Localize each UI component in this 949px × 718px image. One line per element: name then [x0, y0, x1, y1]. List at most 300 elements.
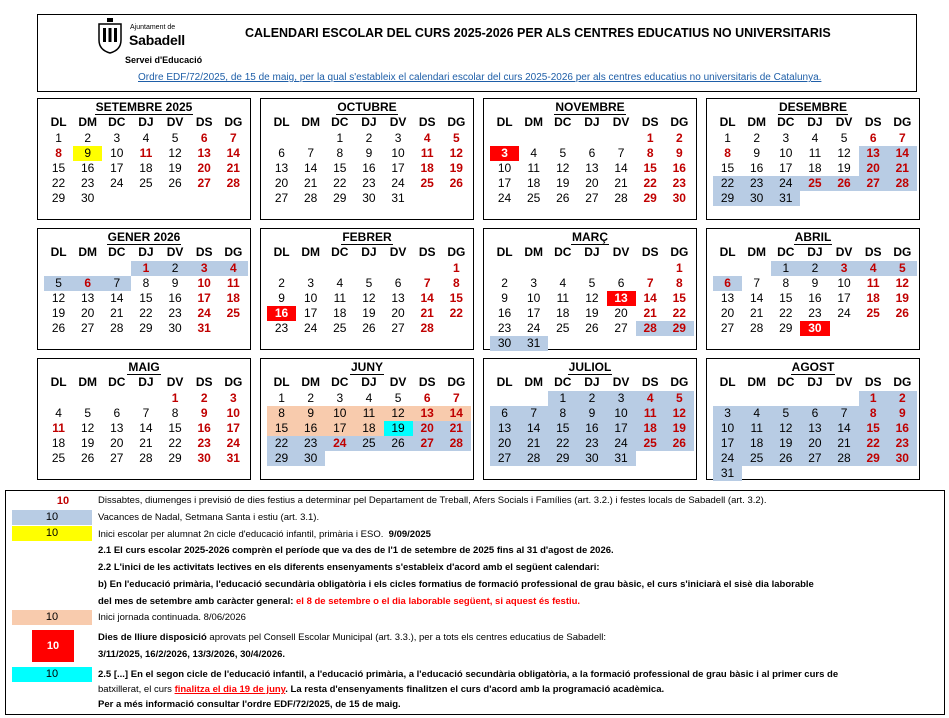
day-cell: 14: [110, 291, 124, 305]
week-row: [713, 391, 917, 406]
week-row: [713, 321, 917, 336]
day-cell: 5: [44, 276, 73, 291]
day-cell: 6: [869, 131, 877, 145]
day-cell: 18: [139, 161, 153, 175]
day-cell: 18: [333, 306, 347, 320]
week-row: [267, 436, 471, 451]
empty-cell: [131, 191, 160, 206]
day-cell: 5: [171, 131, 179, 145]
week-row: [44, 421, 248, 436]
weekday-header: [713, 375, 917, 390]
day-cell: 25: [51, 451, 66, 465]
day-cell: 10: [497, 161, 512, 175]
day-cell: 23: [672, 176, 686, 190]
empty-cell: [742, 261, 771, 276]
day-cell: 25: [866, 306, 880, 320]
day-cell: 26: [556, 191, 570, 205]
day-cell: 16: [197, 421, 211, 435]
day-cell: 30: [577, 451, 606, 466]
day-cell: 2: [84, 131, 92, 145]
week-row: [490, 276, 694, 291]
day-cell: 4: [142, 131, 150, 145]
day-cell: 17: [497, 176, 512, 190]
weekday-label: DM: [301, 115, 321, 129]
legend-free-text: Dies de lliure disposició aprovats pel Consell Escolar Municipal (art. 3.3.), per a tots els centres educatius de Sabadell:: [98, 632, 606, 643]
weekday-label: DG: [670, 115, 689, 129]
day-cell: 7: [452, 391, 460, 405]
empty-cell: [296, 131, 325, 146]
weekday-label: DG: [447, 245, 466, 259]
day-cell: 28: [614, 191, 628, 205]
weekday-label: DS: [864, 115, 882, 129]
week-row: [490, 291, 694, 306]
day-cell: 27: [800, 451, 829, 466]
ajuntament-label: Ajuntament de: [130, 24, 176, 31]
day-cell: 18: [226, 291, 240, 305]
legend-continued-sample: 10: [12, 610, 92, 625]
day-cell: 20: [274, 176, 289, 190]
empty-cell: [548, 336, 577, 351]
day-cell: 22: [333, 176, 347, 190]
day-cell: 9: [811, 276, 819, 290]
day-cell: 11: [808, 146, 822, 160]
day-cell: 10: [391, 146, 405, 160]
day-cell: 1: [771, 261, 800, 276]
day-cell: 13: [391, 291, 405, 305]
weekday-label: DM: [78, 375, 98, 389]
day-cell: 29: [713, 191, 742, 206]
week-row: [267, 146, 471, 161]
weekday-label: DG: [447, 375, 466, 389]
day-cell: 10: [607, 406, 636, 421]
day-cell: 15: [548, 421, 577, 436]
day-cell: 14: [830, 421, 859, 436]
day-cell: 19: [362, 306, 376, 320]
day-cell: 10: [226, 406, 240, 420]
weekday-label: DV: [612, 115, 630, 129]
month-4: [706, 98, 920, 220]
day-cell: 7: [423, 276, 431, 290]
ordre-link[interactable]: Ordre EDF/72/2025, de 15 de maig, per la qual s'estableix el calendari escolar del curs 2025-2026 per als centres educatius no universitaris de Catalunya.: [138, 72, 822, 83]
day-cell: 24: [226, 436, 240, 450]
day-cell: 1: [859, 391, 888, 406]
day-cell: 17: [607, 421, 636, 436]
week-row: [713, 406, 917, 421]
day-cell: 13: [859, 146, 888, 161]
weekday-label: DV: [166, 375, 184, 389]
week-row: [267, 421, 471, 436]
empty-cell: [636, 261, 665, 276]
week-row: [490, 261, 694, 276]
day-cell: 4: [530, 146, 538, 160]
day-cell: 27: [720, 321, 735, 335]
legend-primary-start-2: del mes de setembre amb caràcter general: el 8 de setembre o el dia laborable següent, si aquest és festiu.: [98, 596, 581, 607]
day-cell: 2: [675, 131, 683, 145]
day-cell: 7: [229, 131, 237, 145]
day-cell: 21: [614, 176, 628, 190]
empty-cell: [44, 391, 73, 406]
day-cell: 27: [110, 451, 124, 465]
day-cell: 7: [830, 406, 859, 421]
day-cell: 10: [527, 291, 541, 305]
day-cell: 9: [171, 276, 179, 290]
empty-cell: [490, 131, 519, 146]
week-row: [490, 406, 694, 421]
day-cell: 23: [362, 176, 376, 190]
day-cell: 8: [142, 276, 150, 290]
legend-start-text: Inici escolar per alumnat 2n cicle d'educació infantil, primària i ESO. 9/09/2025: [98, 529, 431, 540]
week-row: [713, 191, 917, 206]
day-cell: 29: [139, 321, 153, 335]
weekday-label: DL: [50, 115, 67, 129]
weekday-label: DJ: [138, 245, 154, 259]
empty-cell: [607, 261, 636, 276]
day-cell: 20: [413, 421, 442, 436]
weekday-label: DV: [389, 245, 407, 259]
day-cell: 20: [614, 306, 628, 320]
day-cell: 13: [197, 146, 211, 160]
day-cell: 26: [585, 321, 599, 335]
day-cell: 27: [413, 436, 442, 451]
day-cell: 23: [81, 176, 95, 190]
day-cell: 30: [800, 321, 829, 336]
day-cell: 24: [391, 176, 405, 190]
weekday-label: DM: [78, 245, 98, 259]
day-cell: 12: [449, 146, 463, 160]
legend-start-sample: 10: [12, 526, 92, 541]
day-cell: 2: [278, 276, 285, 290]
day-cell: 18: [51, 436, 66, 450]
day-cell: 21: [830, 436, 859, 451]
day-cell: 22: [51, 176, 66, 190]
empty-cell: [665, 451, 694, 466]
day-cell: 4: [219, 261, 248, 276]
day-cell: 31: [713, 466, 742, 481]
day-cell: 29: [51, 191, 66, 205]
day-cell: 10: [779, 146, 793, 160]
day-cell: 3: [830, 261, 859, 276]
weekday-label: DM: [747, 245, 767, 259]
day-cell: 12: [837, 146, 851, 160]
day-cell: 12: [895, 276, 909, 290]
day-cell: 15: [139, 291, 153, 305]
day-cell: 30: [81, 191, 95, 205]
day-cell: 14: [139, 421, 153, 435]
day-cell: 10: [713, 421, 742, 436]
day-cell: 8: [724, 146, 731, 160]
day-cell: 26: [830, 176, 859, 191]
empty-cell: [384, 451, 413, 466]
day-cell: 24: [607, 436, 636, 451]
weekday-label: DS: [195, 375, 213, 389]
week-row: [44, 306, 248, 321]
legend-end-text: 2.5 [...] En el segon cicle de l'educació infantil, a l'educació primària, a l'educació secundària obligatòria, a la formació professional de grau bàsic i al primer curs de: [98, 669, 839, 680]
day-cell: 1: [278, 391, 285, 405]
day-cell: 23: [274, 321, 289, 335]
weekday-label: DJ: [584, 245, 600, 259]
day-cell: 4: [55, 406, 62, 420]
day-cell: 31: [771, 191, 800, 206]
week-row: [267, 131, 471, 146]
day-cell: 26: [771, 451, 800, 466]
day-cell: 13: [81, 291, 95, 305]
week-row: [44, 191, 248, 206]
empty-cell: [888, 466, 917, 481]
day-cell: 14: [226, 146, 240, 160]
month-name: ABRIL: [794, 230, 832, 244]
day-cell: 15: [672, 291, 686, 305]
servei-label: Servei d'Educació: [125, 55, 203, 65]
day-cell: 8: [675, 276, 683, 290]
day-cell: 25: [354, 436, 383, 451]
day-cell: 11: [866, 276, 880, 290]
weekday-label: DV: [835, 245, 853, 259]
legend-vacation-sample: 10: [12, 510, 92, 525]
weekday-label: DM: [524, 115, 544, 129]
day-cell: 5: [84, 406, 92, 420]
day-cell: 16: [750, 161, 764, 175]
week-row: [267, 161, 471, 176]
day-cell: 23: [197, 436, 211, 450]
day-cell: 24: [325, 436, 354, 451]
day-cell: 28: [226, 176, 240, 190]
day-cell: 5: [888, 261, 917, 276]
week-row: [713, 466, 917, 481]
day-cell: 17: [304, 306, 318, 320]
day-cell: 30: [490, 336, 519, 351]
day-cell: 29: [267, 451, 296, 466]
day-cell: 22: [267, 436, 296, 451]
day-cell: 4: [742, 406, 771, 421]
header: [37, 14, 917, 92]
day-cell: 19: [384, 421, 413, 436]
weekday-label: DV: [835, 375, 853, 389]
week-row: [267, 291, 471, 306]
week-row: [490, 336, 694, 351]
month-9: [37, 358, 251, 480]
day-cell: 19: [168, 161, 182, 175]
day-cell: 12: [384, 406, 413, 421]
day-cell: 12: [556, 161, 570, 175]
empty-cell: [490, 391, 519, 406]
weekday-label: DC: [777, 115, 795, 129]
week-row: [267, 406, 471, 421]
day-cell: 26: [384, 436, 413, 451]
week-row: [267, 321, 471, 336]
day-cell: 28: [636, 321, 665, 336]
day-cell: 14: [519, 421, 548, 436]
day-cell: 26: [168, 176, 182, 190]
day-cell: 4: [559, 276, 567, 290]
week-row: [44, 436, 248, 451]
day-cell: 29: [779, 321, 793, 335]
day-cell: 30: [672, 191, 686, 205]
day-cell: 30: [742, 191, 771, 206]
empty-cell: [771, 391, 800, 406]
day-cell: 13: [490, 421, 519, 436]
day-cell: 9: [753, 146, 761, 160]
day-cell: 4: [423, 131, 431, 145]
day-cell: 1: [724, 131, 731, 145]
empty-cell: [519, 131, 548, 146]
day-cell: 22: [139, 306, 153, 320]
day-cell: 2: [365, 131, 373, 145]
month-12: [706, 358, 920, 480]
weekday-header: [713, 115, 917, 130]
day-cell: 11: [556, 291, 570, 305]
legend-continued-text: Inici jornada continuada. 8/06/2026: [98, 612, 246, 623]
day-cell: 24: [713, 451, 742, 466]
weekday-header: [490, 375, 694, 390]
day-cell: 8: [171, 406, 179, 420]
day-cell: 14: [888, 146, 917, 161]
weekday-label: DJ: [138, 375, 154, 389]
day-cell: 16: [497, 306, 512, 320]
empty-cell: [190, 191, 219, 206]
day-cell: 21: [110, 306, 124, 320]
weekday-label: DS: [864, 245, 882, 259]
day-cell: 27: [614, 321, 628, 335]
empty-cell: [607, 336, 636, 351]
day-cell: 27: [585, 191, 599, 205]
day-cell: 11: [420, 146, 434, 160]
week-row: [267, 261, 471, 276]
day-cell: 15: [779, 291, 793, 305]
empty-cell: [102, 391, 131, 406]
weekday-header: [713, 245, 917, 260]
weekday-label: DV: [835, 115, 853, 129]
day-cell: 22: [859, 436, 888, 451]
empty-cell: [219, 321, 248, 336]
day-cell: 12: [665, 406, 694, 421]
weekday-header: [44, 245, 248, 260]
day-cell: 31: [226, 451, 240, 465]
day-cell: 9: [73, 146, 102, 161]
sabadell-shield-icon: [96, 18, 124, 54]
day-cell: 17: [226, 421, 240, 435]
day-cell: 3: [336, 391, 344, 405]
weekday-label: DC: [331, 245, 349, 259]
day-cell: 6: [200, 131, 208, 145]
week-row: [490, 391, 694, 406]
weekday-label: DG: [670, 245, 689, 259]
day-cell: 15: [168, 421, 182, 435]
day-cell: 15: [859, 421, 888, 436]
day-cell: 11: [139, 146, 153, 160]
day-cell: 11: [333, 291, 347, 305]
empty-cell: [325, 261, 354, 276]
day-cell: 2: [577, 391, 606, 406]
day-cell: 3: [782, 131, 790, 145]
day-cell: 26: [449, 176, 463, 190]
weekday-label: DL: [273, 115, 290, 129]
month-8: [706, 228, 920, 350]
day-cell: 6: [73, 276, 102, 291]
weekday-label: DG: [447, 115, 466, 129]
day-cell: 9: [501, 291, 508, 305]
week-row: [267, 276, 471, 291]
weekday-label: DC: [331, 115, 349, 129]
city-name: Sabadell: [129, 32, 185, 48]
day-cell: 5: [559, 146, 567, 160]
day-cell: 19: [51, 306, 66, 320]
weekday-label: DV: [612, 375, 630, 389]
day-cell: 3: [190, 261, 219, 276]
weekday-label: DC: [777, 245, 795, 259]
day-cell: 15: [449, 291, 463, 305]
weekday-label: DL: [496, 245, 513, 259]
weekday-label: DS: [864, 375, 882, 389]
day-cell: 30: [362, 191, 376, 205]
empty-cell: [859, 191, 888, 206]
day-cell: 23: [497, 321, 512, 335]
day-cell: 25: [420, 176, 434, 190]
day-cell: 13: [110, 421, 124, 435]
day-cell: 1: [131, 261, 160, 276]
day-cell: 8: [55, 146, 62, 160]
week-row: [267, 191, 471, 206]
weekday-label: DM: [78, 115, 98, 129]
day-cell: 12: [51, 291, 66, 305]
day-cell: 5: [365, 276, 373, 290]
day-cell: 18: [636, 421, 665, 436]
day-cell: 22: [643, 176, 657, 190]
weekday-label: DL: [719, 245, 736, 259]
day-cell: 24: [497, 191, 512, 205]
day-cell: 22: [449, 306, 463, 320]
weekday-label: DS: [195, 115, 213, 129]
day-cell: 29: [333, 191, 347, 205]
day-cell: 5: [588, 276, 596, 290]
legend-course-start: 2.2 L'inici de les activitats lectives en els diferents ensenyaments s'estableix d'acord amb el següent calendari:: [98, 562, 600, 573]
day-cell: 16: [168, 291, 182, 305]
day-cell: 29: [168, 451, 182, 465]
empty-cell: [771, 466, 800, 481]
day-cell: 21: [519, 436, 548, 451]
day-cell: 18: [742, 436, 771, 451]
empty-cell: [354, 261, 383, 276]
day-cell: 2: [307, 391, 315, 405]
day-cell: 7: [307, 146, 315, 160]
empty-cell: [102, 191, 131, 206]
day-cell: 28: [888, 176, 917, 191]
day-cell: 5: [394, 391, 402, 405]
day-cell: 23: [296, 436, 325, 451]
empty-cell: [296, 261, 325, 276]
day-cell: 1: [336, 131, 344, 145]
month-11: [483, 358, 697, 480]
day-cell: 1: [646, 131, 654, 145]
weekday-header: [267, 375, 471, 390]
empty-cell: [267, 131, 296, 146]
day-cell: 15: [333, 161, 347, 175]
day-cell: 27: [197, 176, 211, 190]
week-row: [490, 176, 694, 191]
day-cell: 23: [577, 436, 606, 451]
day-cell: 5: [840, 131, 848, 145]
day-cell: 15: [51, 161, 66, 175]
weekday-label: DC: [554, 115, 572, 129]
day-cell: 28: [420, 321, 434, 335]
day-cell: 26: [81, 451, 95, 465]
legend-primary-start: b) En l'educació primària, l'educació secundària obligatòria i els cicles formatius de formació professional de grau bàsic, el curs s'iniciarà el sisè dia laborable: [98, 579, 814, 590]
day-cell: 20: [720, 306, 735, 320]
day-cell: 12: [81, 421, 95, 435]
week-row: [44, 176, 248, 191]
day-cell: 5: [452, 131, 460, 145]
day-cell: 16: [577, 421, 606, 436]
day-cell: 18: [808, 161, 822, 175]
